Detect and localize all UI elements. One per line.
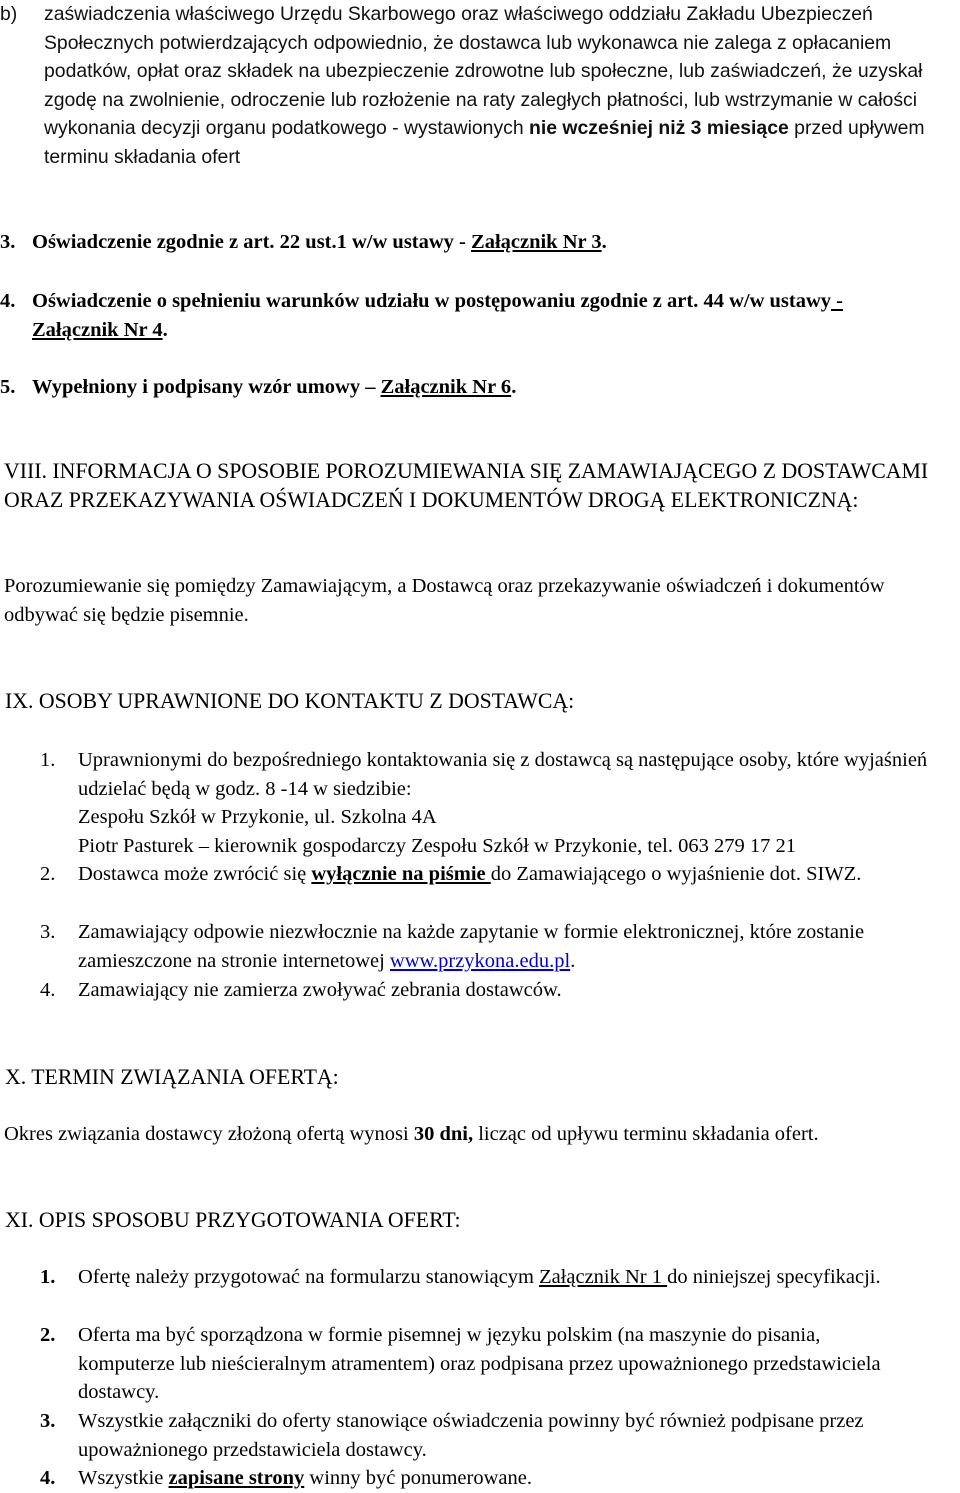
section-11-item-4-row (0, 1464, 958, 1493)
section-9-item-2 (0, 860, 958, 889)
section-9-item-3 (0, 918, 958, 975)
section-8-body: Porozumiewanie się pomiędzy Zamawiającym, a Dostawcą oraz przekazywanie oświadczeń i dokumentów odbywać się będzie pisemnie. (4, 575, 885, 626)
section-10-bold: 30 dni, (413, 1123, 474, 1145)
section-10-body (0, 1120, 950, 1149)
doc-4-text: Oświadczenie o spełnieniu warunków udziału w postępowaniu zgodnie z art. 44 w/w ustawy (32, 290, 832, 312)
section-11-item-1 (0, 1263, 958, 1292)
section-9-item-1 (0, 746, 958, 860)
section-11-item-2-row (0, 1321, 958, 1407)
doc-4 (0, 287, 958, 344)
doc-5 (0, 373, 958, 402)
section-9-item-3-end: . (570, 949, 576, 972)
section-10-text-2: licząc od upływu terminu składania ofert. (473, 1123, 819, 1145)
section-9-item-2-row (0, 860, 958, 889)
item-b (0, 0, 958, 172)
section-9-item-1-line-3: Piotr Pasturek – kierownik gospodarczy Zespołu Szkół w Przykonie, tel. 063 279 17 21 (78, 834, 796, 857)
section-10-text-1: Okres związania dostawcy złożoną ofertą wynosi (4, 1123, 414, 1145)
section-9-heading: IX. OSOBY UPRAWNIONE DO KONTAKTU Z DOSTAWCĄ: (5, 689, 575, 713)
section-9-item-3-text: Zamawiający odpowie niezwłocznie na każde zapytanie w formie elektronicznej, które zostanie zamieszczone na stronie internetowej (78, 921, 865, 972)
item-b-text (34, 0, 958, 172)
doc-3-end: . (601, 231, 607, 253)
doc-5-text: Wypełniony i podpisany wzór umowy – (32, 376, 381, 398)
section-11-item-3-text: Wszystkie załączniki do oferty stanowiące oświadczenia powinny być również podpisane przez upoważnionego przedstawiciela dostawcy. (78, 1410, 864, 1461)
section-11-item-2-text: Oferta ma być sporządzona w formie pisemnej w języku polskim (na maszynie do pisania, komputerze lub nieścieralnym atramentem) oraz podpisana przez upoważnionego przedstawiciela dostawcy. (78, 1324, 881, 1404)
section-11-item-1-text-1: Ofertę należy przygotować na formularzu stanowiącym (78, 1266, 540, 1288)
section-11-item-4-text-1: Wszystkie (78, 1467, 169, 1489)
item-b-row (0, 0, 958, 172)
section-11-item-3 (0, 1407, 958, 1464)
section-9-item-2-bold: wyłącznie na piśmie (311, 863, 491, 885)
item-b-bold: nie wcześniej niż 3 miesiące (529, 117, 789, 140)
section-11-item-3-label: 3. (40, 1410, 56, 1432)
doc-3 (0, 228, 958, 257)
section-11-item-2-label: 2. (40, 1324, 56, 1346)
section-9-item-1-label: 1. (40, 749, 56, 771)
item-b-label: b) (0, 3, 18, 25)
section-9-item-2-label: 2. (40, 863, 56, 885)
section-11-item-1-row (0, 1263, 958, 1292)
doc-3-row (0, 228, 958, 257)
doc-4-row (0, 287, 958, 344)
doc-5-link: Załącznik Nr 6 (380, 376, 512, 398)
doc-3-link: Załącznik Nr 3 (471, 231, 602, 253)
section-11-item-1-u: Załącznik Nr 1 (539, 1266, 668, 1288)
doc-3-text: Oświadczenie zgodnie z art. 22 ust.1 w/w ustawy - (32, 231, 472, 253)
section-9-item-1-row (0, 746, 958, 860)
section-9-item-2-text-2: do Zamawiającego o wyjaśnienie dot. SIWZ. (490, 863, 862, 885)
section-9-item-1-line-1: Uprawnionymi do bezpośredniego kontaktowania się z dostawcą są następujące osoby, które wyjaśnień udzielać będą w godz. 8 -14 w siedzibie: (78, 749, 928, 800)
doc-4-label: 4. (0, 290, 16, 312)
item-b-text-2: przed upływem terminu składania ofert (44, 117, 925, 168)
section-9-item-3-label: 3. (40, 921, 56, 943)
section-11-item-3-row (0, 1407, 958, 1464)
section-9-item-4-text: Zamawiający nie zamierza zwoływać zebrania dostawców. (78, 979, 562, 1001)
section-11-heading: XI. OPIS SPOSOBU PRZYGOTOWANIA OFERT: (5, 1208, 461, 1232)
section-11-item-4 (0, 1464, 958, 1493)
section-11-item-4-label: 4. (40, 1467, 56, 1489)
doc-4-end: . (162, 318, 168, 341)
section-11-item-1-text-2: do niniejszej specyfikacji. (667, 1266, 881, 1288)
section-9-item-2-text-1: Dostawca może zwrócić się (78, 863, 312, 885)
doc-3-label: 3. (0, 231, 16, 253)
section-9-item-4 (0, 976, 958, 1005)
doc-5-row (0, 373, 958, 402)
doc-5-label: 5. (0, 376, 16, 398)
section-9-item-4-label: 4. (40, 979, 56, 1001)
section-8-heading: VIII. INFORMACJA O SPOSOBIE POROZUMIEWANIA SIĘ ZAMAWIAJĄCEGO Z DOSTAWCAMI ORAZ PRZEKAZYWANIA OŚWIADCZEŃ I DOKUMENTÓW DROGĄ ELEKTRONICZNĄ: (4, 459, 929, 512)
section-9-item-4-row (0, 976, 958, 1005)
doc-5-end: . (511, 376, 517, 398)
doc-4-link: - Załącznik Nr 4 (32, 290, 843, 341)
section-11-item-4-bold: zapisane strony (168, 1467, 305, 1489)
section-11-item-4-text-2: winny być ponumerowane. (304, 1467, 532, 1489)
item-b-text-1: zaświadczenia właściwego Urzędu Skarbowego oraz właściwego oddziału Zakładu Ubezpieczeń Społecznych potwierdzających odpowiednio, że dostawca lub wykonawca nie zalega z opłacaniem podatków, opłat oraz składek na ubezpieczenie zdrowotne lub społeczne, lub zaświadczeń, że uzyskał zgodę na zwolnienie, odroczenie lub rozłożenie na raty zaległych płatności, lub wstrzymanie w całości wykonania decyzji organu podatkowego - wystawionych (44, 3, 923, 140)
section-9-item-1-line-2: Zespołu Szkół w Przykonie, ul. Szkolna 4A (78, 806, 437, 829)
website-link[interactable]: www.przykona.edu.pl (389, 949, 571, 972)
section-11-item-2 (0, 1321, 958, 1407)
section-11-item-1-label: 1. (40, 1266, 56, 1288)
section-10-heading: X. TERMIN ZWIĄZANIA OFERTĄ: (5, 1065, 339, 1089)
section-9-item-3-row (0, 918, 958, 975)
